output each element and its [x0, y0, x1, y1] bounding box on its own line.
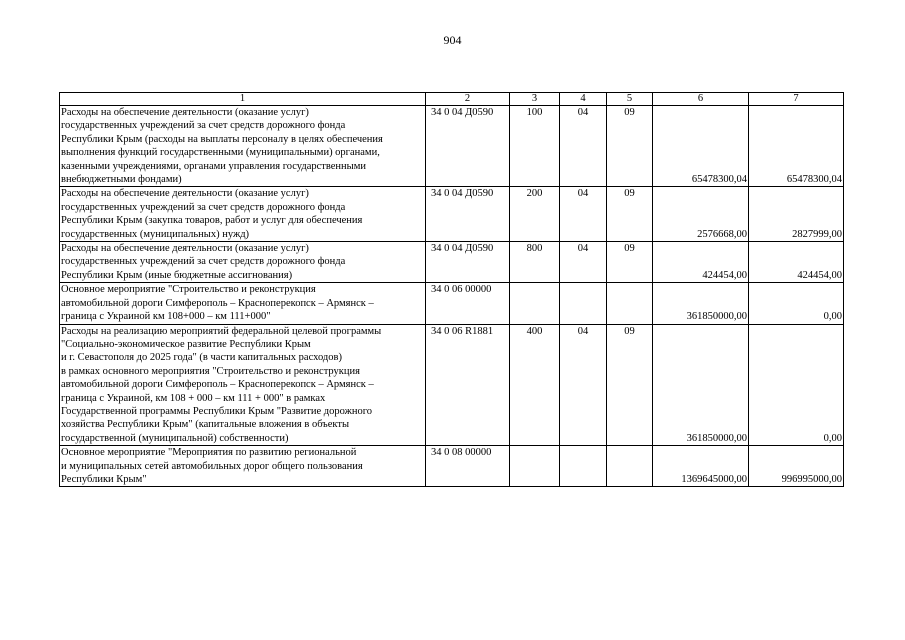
row-description: Расходы на обеспечение деятельности (оказание услуг) государственных учреждений за счет средств дорожного фонда Республики Крым (иные бюджетные ассигнования)	[60, 242, 426, 283]
row-subsection: 09	[607, 187, 653, 242]
row-subsection	[607, 283, 653, 324]
row-amount-year2: 0,00	[749, 324, 844, 446]
row-amount-year1: 361850000,00	[653, 283, 749, 324]
table-header-row	[60, 93, 844, 106]
row-subsection: 09	[607, 106, 653, 187]
row-amount-year1: 65478300,04	[653, 106, 749, 187]
row-amount-year1: 424454,00	[653, 242, 749, 283]
table-row	[60, 242, 844, 283]
row-description: Расходы на обеспечение деятельности (оказание услуг) государственных учреждений за счет средств дорожного фонда Республики Крым (расходы на выплаты персоналу в целях обеспечения выполнения функций государственными (муниципальными) органами, казенными учреждениями, органами управления государственными внебюджетными фондами)	[60, 106, 426, 187]
table-row	[60, 106, 844, 187]
row-expense-group: 400	[510, 324, 560, 446]
row-expense-group	[510, 283, 560, 324]
header-cell-3: 3	[510, 93, 560, 106]
row-amount-year2: 65478300,04	[749, 106, 844, 187]
row-section: 04	[560, 324, 607, 446]
row-subsection: 09	[607, 242, 653, 283]
table-row	[60, 446, 844, 487]
header-cell-4: 4	[560, 93, 607, 106]
row-target-code: 34 0 04 Д0590	[426, 242, 510, 283]
row-amount-year1: 1369645000,00	[653, 446, 749, 487]
table-row	[60, 283, 844, 324]
row-description: Расходы на обеспечение деятельности (оказание услуг) государственных учреждений за счет средств дорожного фонда Республики Крым (закупка товаров, работ и услуг для обеспечения государственных (муниципальных) нужд)	[60, 187, 426, 242]
table-row	[60, 187, 844, 242]
row-amount-year1: 2576668,00	[653, 187, 749, 242]
row-target-code: 34 0 06 00000	[426, 283, 510, 324]
row-subsection: 09	[607, 324, 653, 446]
row-section	[560, 283, 607, 324]
row-target-code: 34 0 04 Д0590	[426, 187, 510, 242]
row-section: 04	[560, 242, 607, 283]
header-cell-7: 7	[749, 93, 844, 106]
row-target-code: 34 0 08 00000	[426, 446, 510, 487]
row-expense-group: 100	[510, 106, 560, 187]
row-expense-group: 800	[510, 242, 560, 283]
row-subsection	[607, 446, 653, 487]
header-cell-2: 2	[426, 93, 510, 106]
row-amount-year2: 2827999,00	[749, 187, 844, 242]
budget-table	[59, 92, 844, 487]
header-cell-5: 5	[607, 93, 653, 106]
row-amount-year2: 996995000,00	[749, 446, 844, 487]
row-expense-group	[510, 446, 560, 487]
row-section: 04	[560, 106, 607, 187]
row-section	[560, 446, 607, 487]
header-cell-6: 6	[653, 93, 749, 106]
row-description: Основное мероприятие "Мероприятия по развитию региональной и муниципальных сетей автомобильных дорог общего пользования Республики Крым"	[60, 446, 426, 487]
row-amount-year2: 0,00	[749, 283, 844, 324]
row-description: Основное мероприятие "Строительство и реконструкция автомобильной дороги Симферополь – Красноперекопск – Армянск – граница с Украиной км 108+000 – км 111+000"	[60, 283, 426, 324]
row-amount-year2: 424454,00	[749, 242, 844, 283]
row-amount-year1: 361850000,00	[653, 324, 749, 446]
header-cell-1: 1	[60, 93, 426, 106]
row-expense-group: 200	[510, 187, 560, 242]
table-row	[60, 324, 844, 446]
page-number: 904	[443, 33, 462, 47]
row-target-code: 34 0 06 R1881	[426, 324, 510, 446]
row-target-code: 34 0 04 Д0590	[426, 106, 510, 187]
row-description: Расходы на реализацию мероприятий федеральной целевой программы "Социально-экономическое развитие Республики Крым и г. Севастополя до 2025 года" (в части капитальных расходов) в рамках основного мероприятия "Строительство и реконструкция автомобильной дороги Симферополь – Красноперекопск – Армянск – граница с Украиной, км 108 + 000 – км 111 + 000" в рамках Государственной программы Республики Крым "Развитие дорожного хозяйства Республики Крым" (капитальные вложения в объекты государственной (муниципальной) собственности)	[60, 324, 426, 446]
row-section: 04	[560, 187, 607, 242]
